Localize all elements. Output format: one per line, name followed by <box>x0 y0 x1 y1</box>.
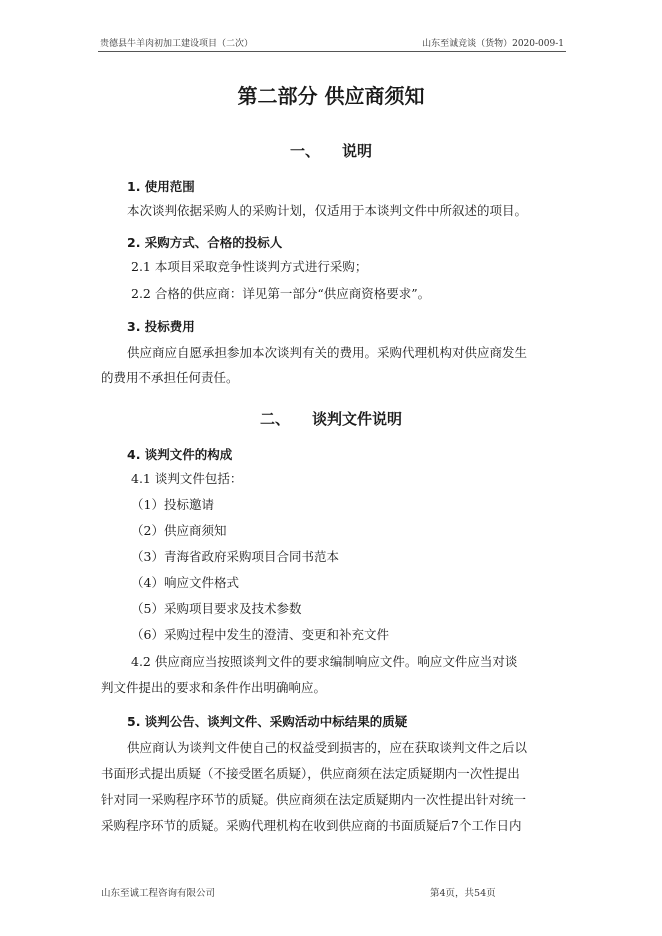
paragraph-line: 采购程序环节的质疑。采购代理机构在收到供应商的书面质疑后7个工作日内 <box>101 818 522 833</box>
section-heading-2 <box>0 408 662 429</box>
page-title: 第二部分 供应商须知 <box>237 84 425 108</box>
paragraph-line: 4.2 供应商应当按照谈判文件的要求编制响应文件。响应文件应当对谈 <box>131 654 518 669</box>
list-item: （4）响应文件格式 <box>131 575 239 590</box>
running-header-left: 贵德县牛羊肉初加工建设项目（二次） <box>100 39 254 49</box>
section-heading-1 <box>0 140 662 161</box>
list-item: （6）采购过程中发生的澄清、变更和补充文件 <box>131 627 389 642</box>
paragraph-line: 供应商认为谈判文件使自己的权益受到损害的，应在获取谈判文件之后以 <box>127 740 528 755</box>
list-item: （1）投标邀请 <box>131 497 214 512</box>
paragraph-line: 2.1 本项目采取竞争性谈判方式进行采购； <box>131 259 368 274</box>
heading-challenges: 5. 谈判公告、谈判文件、采购活动中标结果的质疑 <box>127 714 408 729</box>
paragraph-line: 本次谈判依据采购人的采购计划，仅适用于本谈判文件中所叙述的项目。 <box>127 203 528 218</box>
paragraph-line: 判文件提出的要求和条件作出明确响应。 <box>101 680 327 695</box>
footer-page-number: 第4页，共54页 <box>430 888 496 899</box>
section-title: 谈判文件说明 <box>312 410 403 428</box>
paragraph-line: 针对同一采购程序环节的质疑。供应商须在法定质疑期内一次性提出针对统一 <box>101 792 527 807</box>
list-item: （2）供应商须知 <box>131 523 227 538</box>
header-divider <box>98 51 566 52</box>
heading-scope: 1. 使用范围 <box>127 179 195 194</box>
paragraph-line: 4.1 谈判文件包括： <box>131 471 243 486</box>
paragraph-line: 供应商应自愿承担参加本次谈判有关的费用。采购代理机构对供应商发生 <box>127 345 528 360</box>
list-item: （3）青海省政府采购项目合同书范本 <box>131 549 339 564</box>
list-item: （5）采购项目要求及技术参数 <box>131 601 302 616</box>
section-number: 一、 <box>289 142 320 160</box>
paragraph-line: 书面形式提出质疑（不接受匿名质疑），供应商须在法定质疑期内一次性提出 <box>101 766 520 781</box>
paragraph-line: 2.2 合格的供应商：详见第一部分“供应商资格要求”。 <box>131 286 431 301</box>
heading-doc-composition: 4. 谈判文件的构成 <box>127 447 233 462</box>
footer-company: 山东至诚工程咨询有限公司 <box>101 888 216 899</box>
section-title: 说明 <box>342 142 373 160</box>
heading-bid-costs: 3. 投标费用 <box>127 319 195 334</box>
running-header-right: 山东至诚竞谈（货物）2020-009-1 <box>422 39 564 49</box>
paragraph-line: 的费用不承担任何责任。 <box>101 370 239 385</box>
section-number: 二、 <box>259 410 290 428</box>
heading-procurement-method: 2. 采购方式、合格的投标人 <box>127 235 283 250</box>
